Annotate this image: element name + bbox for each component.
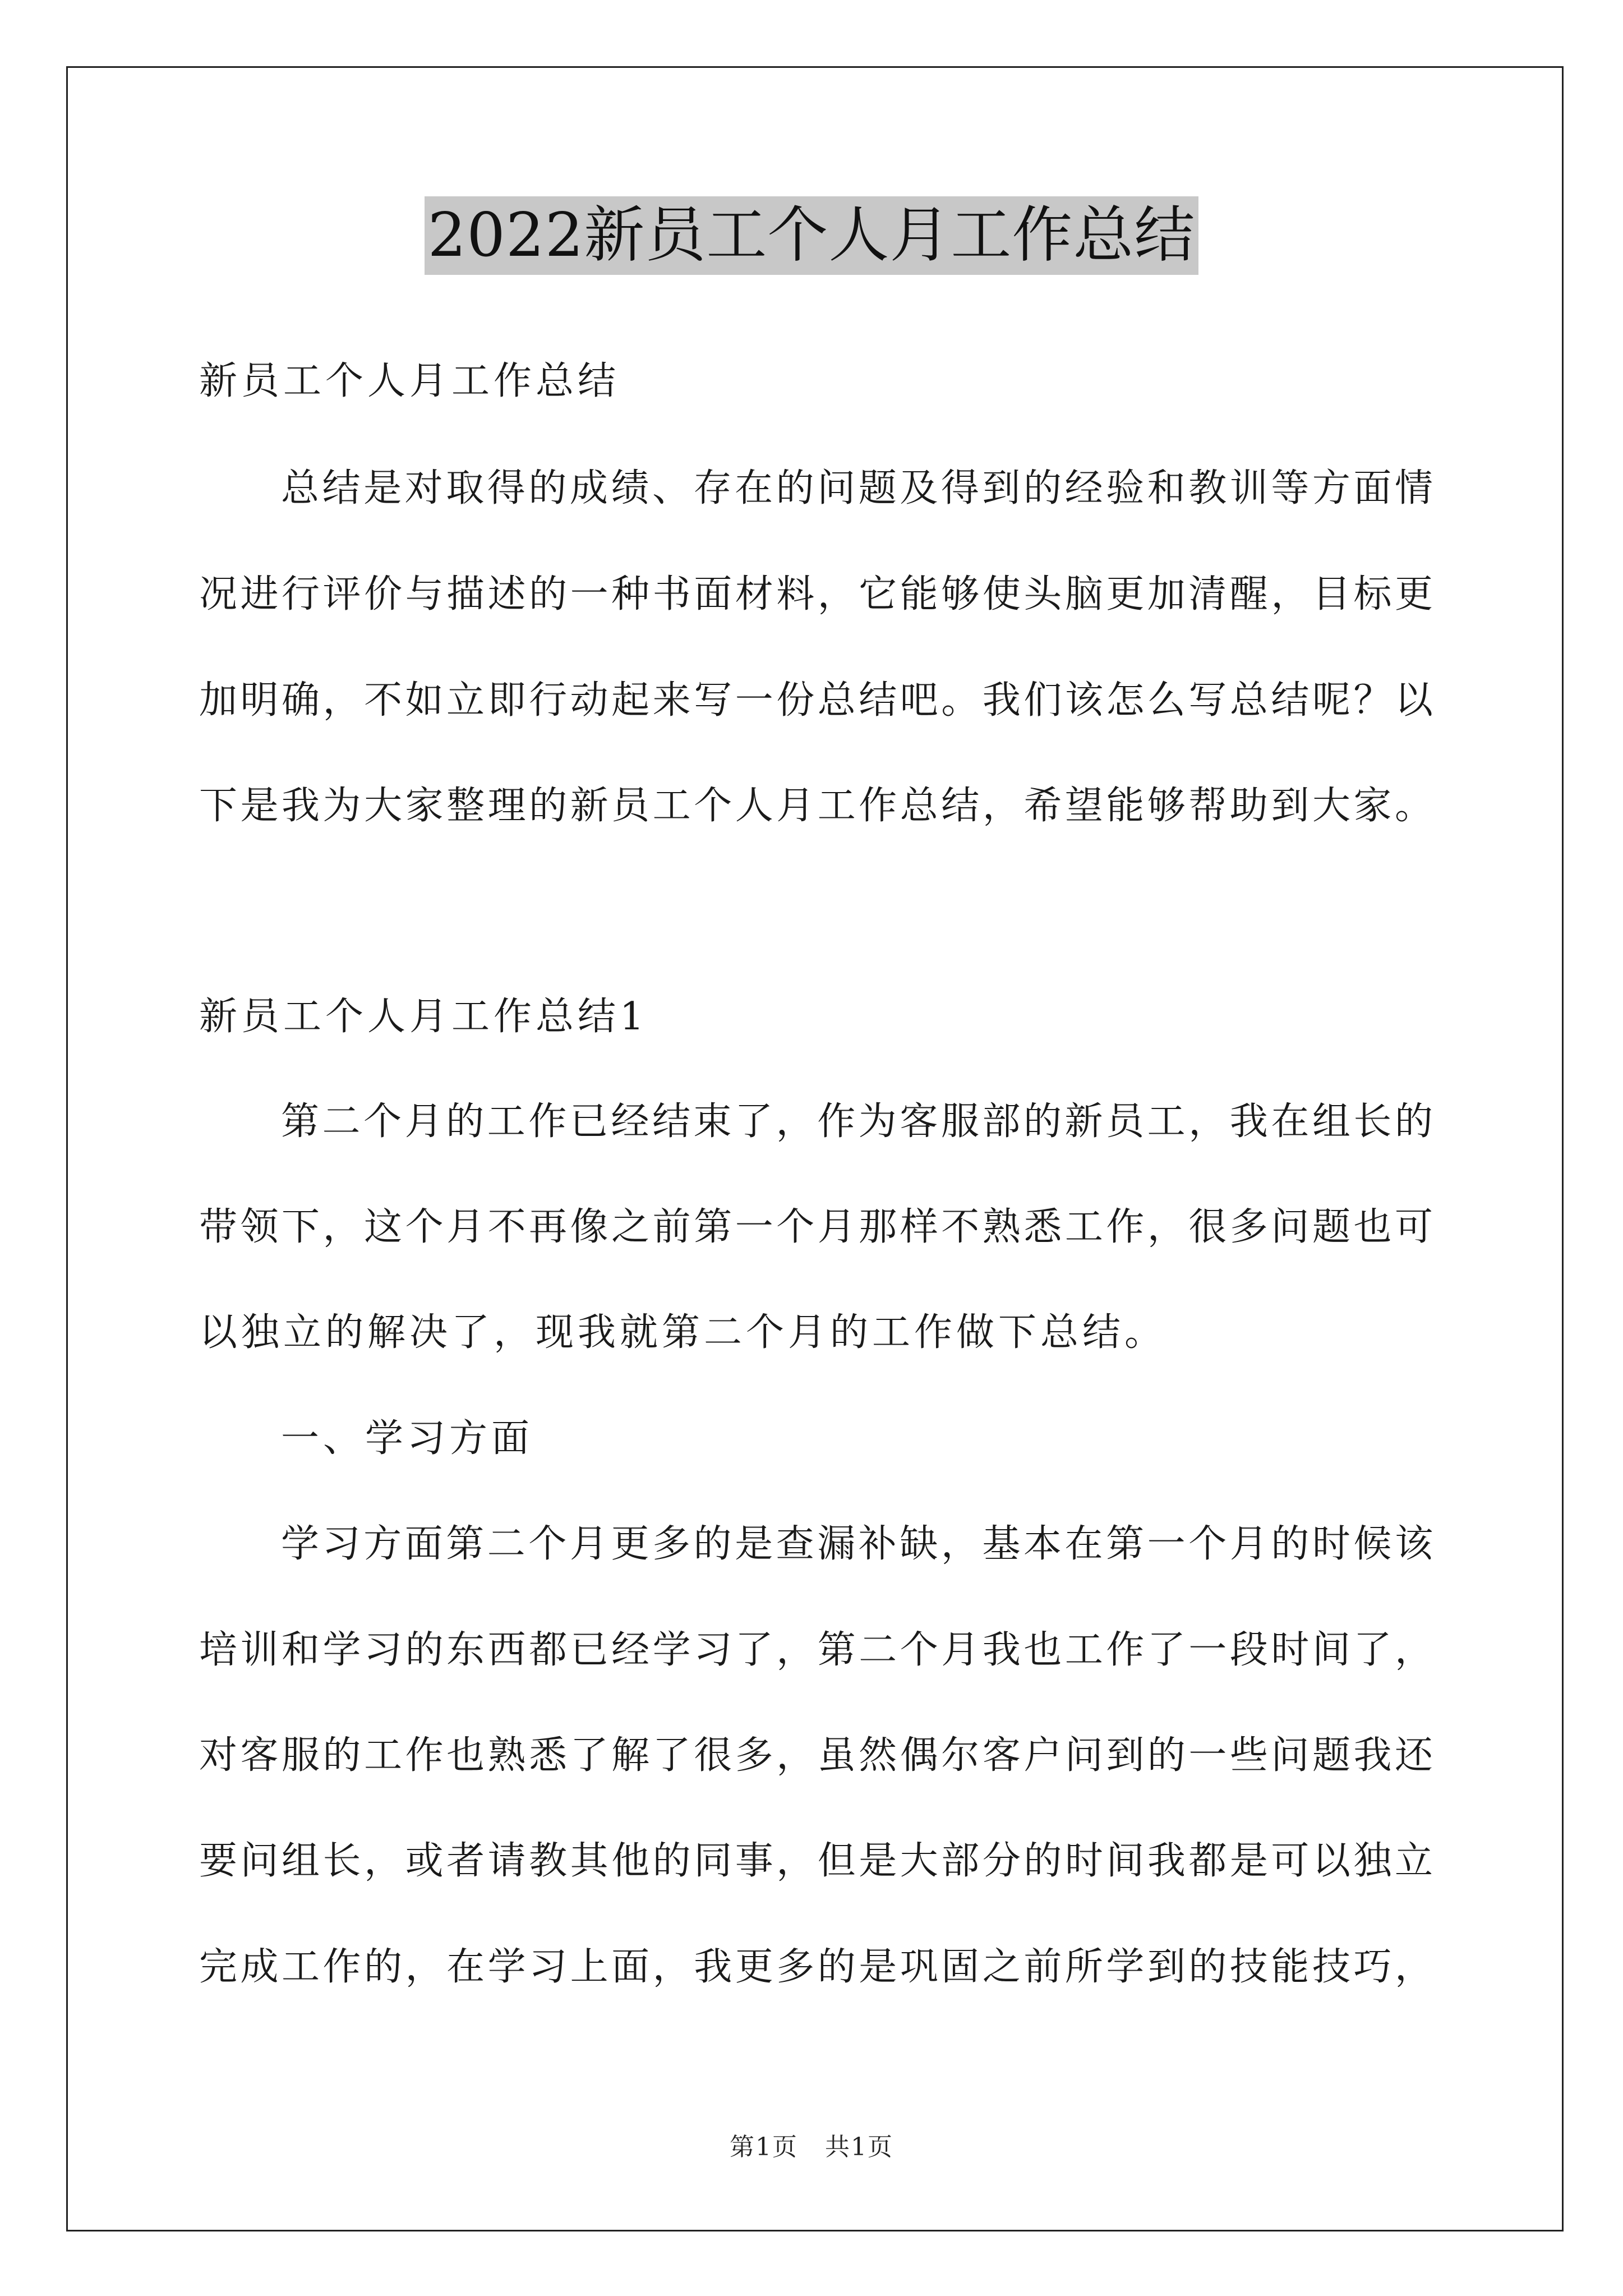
paragraph-line: 带领下，这个月不再像之前第一个月那样不熟悉工作，很多问题也可 xyxy=(199,1205,1433,1249)
paragraph-line: 加明确，不如立即行动起来写一份总结吧。我们该怎么写总结呢？以 xyxy=(199,678,1433,723)
page-total: 共1页 xyxy=(825,2133,893,2161)
subheading: 一、学习方面 xyxy=(281,1416,534,1461)
section-heading: 新员工个人月工作总结1 xyxy=(199,995,648,1039)
paragraph-line: 况进行评价与描述的一种书面材料，它能够使头脑更加清醒，目标更 xyxy=(199,572,1433,616)
paragraph-line: 培训和学习的东西都已经学习了，第二个月我也工作了一段时间了， xyxy=(199,1628,1433,1672)
paragraph-line: 要问组长，或者请教其他的同事，但是大部分的时间我都是可以独立 xyxy=(199,1839,1433,1883)
document-title: 2022新员工个人月工作总结 xyxy=(425,196,1199,275)
paragraph-line: 第二个月的工作已经结束了，作为客服部的新员工，我在组长的 xyxy=(281,1099,1433,1144)
paragraph-line: 对客服的工作也熟悉了解了很多，虽然偶尔客户问到的一些问题我还 xyxy=(199,1733,1433,1778)
paragraph-line: 下是我为大家整理的新员工个人月工作总结，希望能够帮助到大家。 xyxy=(199,784,1433,828)
paragraph-line: 学习方面第二个月更多的是查漏补缺，基本在第一个月的时候该 xyxy=(281,1522,1433,1566)
paragraph-line: 以独立的解决了，现我就第二个月的工作做下总结。 xyxy=(199,1310,1167,1355)
section-heading: 新员工个人月工作总结 xyxy=(199,359,620,403)
page-number: 第1页 xyxy=(730,2133,798,2161)
paragraph-line: 完成工作的，在学习上面，我更多的是巩固之前所学到的技能技巧， xyxy=(199,1945,1433,1989)
page-footer xyxy=(0,2131,1623,2164)
title-container xyxy=(0,196,1623,275)
paragraph-line: 总结是对取得的成绩、存在的问题及得到的经验和教训等方面情 xyxy=(281,466,1433,510)
